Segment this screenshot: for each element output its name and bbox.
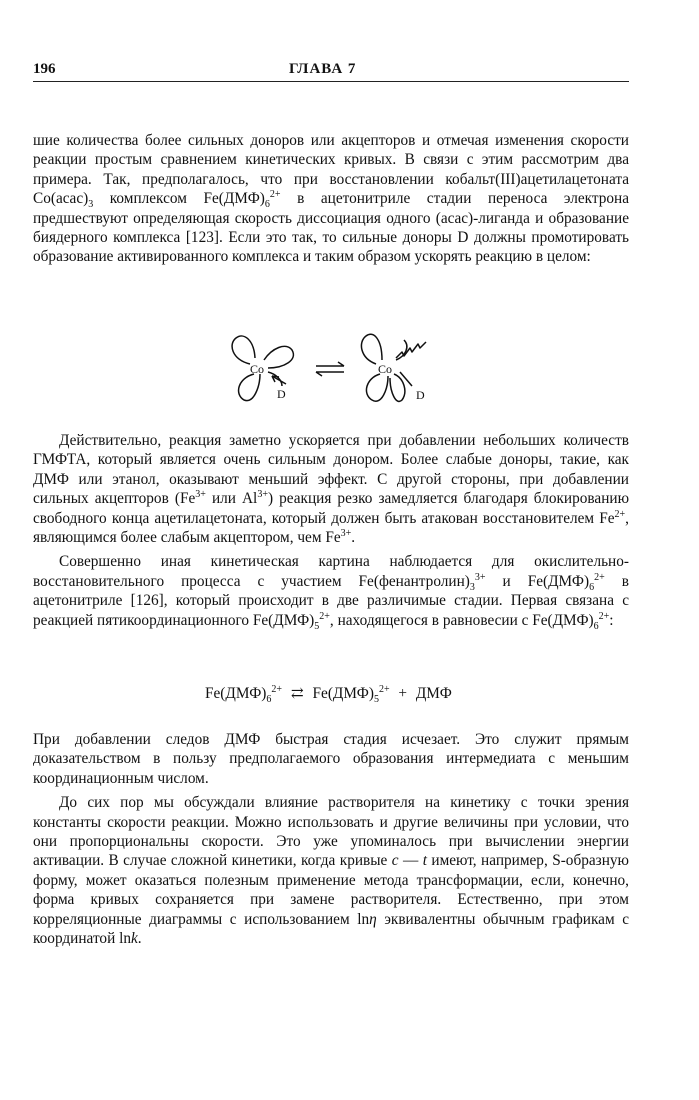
- reaction-scheme: [220, 322, 460, 412]
- ligand-arc-upper-left: [361, 334, 382, 364]
- right-metal-label: Co: [378, 362, 393, 376]
- ligand-arc-lower-left: [366, 374, 388, 401]
- chapter-title: ГЛАВА 7: [289, 61, 357, 77]
- donor-bond: [400, 372, 412, 386]
- body-text-bottom: [33, 730, 629, 948]
- page-number: 196: [33, 61, 56, 77]
- equilibrium-equation: $Fe(ДМФ)_6^{2+}$ ⇄ $Fe(ДМФ)_5^{2+}$ + ДМФ: [205, 683, 452, 706]
- left-donor-label: D: [277, 387, 286, 401]
- ligand-arc-upper-right: [264, 346, 293, 368]
- ligand-arc-lower-right: [268, 372, 282, 386]
- ligand-arc-lower-right: [390, 374, 405, 401]
- ligand-arc-upper-left: [232, 336, 255, 364]
- dissociated-ligand-wavy-bond: [396, 342, 426, 358]
- right-donor-label: D: [416, 388, 425, 402]
- body-text-middle: [33, 431, 629, 630]
- paragraph-2: Действительно, реакция заметно ускоряется при добавлении небольших количеств ГМФТА, который является очень сильным донором. Более слабые доноры, такие, как ДМФ или этанол, оказывают меньший эффект. С другой стороны, при добавлении сильных акцепторов ($Fe^{3+}$ или $Al^{3+}$) реакция резко замедляется благодаря блокированию свободного конца ацетилацетоната, который должен быть атакован восстановителем $Fe^{2+}$, являющимся более слабым акцептором, чем $Fe^{3+}$.: [33, 432, 629, 547]
- equilibrium-arrow-symbol: ⇌: [320, 358, 321, 359]
- equilibrium-arrow: [316, 362, 344, 376]
- paragraph-4: При добавлении следов ДМФ быстрая стадия исчезает. Это служит прямым доказательством в пользу предполагаемого образования интермедиата с меньшим координационным числом.: [33, 731, 629, 787]
- page-header: [33, 61, 629, 82]
- equilibrium-arrow-text: ⇄: [290, 685, 304, 702]
- paragraph-1: шие количества более сильных доноров или акцепторов и отмечая изменения скорости реакции простым сравнением кинетических кривых. В связи с этим рассмотрим два примера. Так, предполагалось, что при восстановлении кобальт(III)ацетилацетоната $Co(acac)_3$ комплексом $Fe(ДМФ)_6^{2+}$ в ацетонитриле стадии переноса электрона предшествуют определяющая скорость диссоциация одного (acac)-лиганда и образование биядерного комплекса [123]. Если это так, то сильные доноры D должны промотировать образование активированного комплекса и таким образом ускорять реакцию в целом:: [33, 132, 629, 266]
- body-text-top: [33, 131, 629, 267]
- paragraph-3: Совершенно иная кинетическая картина наблюдается для окислительно-восстановительного процесса с участием $Fe(фенантролин)_3^{3+}$ и $Fe(ДМФ)_6^{2+}$ в ацетонитриле [126], который происходит в две различимые стадии. Первая связана с реакцией пятикоординационного $Fe(ДМФ)_5^{2+}$, находящегося в равновесии с $Fe(ДМФ)_6^{2+}$:: [33, 553, 629, 632]
- ligand-arc-lower: [239, 374, 260, 401]
- left-metal-label: Co: [250, 362, 265, 376]
- paragraph-5: До сих пор мы обсуждали влияние растворителя на кинетику с точки зрения константы скорости реакции. Можно использовать и другие величины при условии, что они пропорциональны скорости. Это уже упоминалось при вычислении энергии активации. В случае сложной кинетики, когда кривые c — t имеют, например, S-образную форму, может оказаться полезным применение метода трансформации, если, конечно, форма кривых сохраняется при замене растворителя. Естественно, при этом корреляционные диаграммы с использованием lnη эквивалентны обычным графикам с координатой lnk.: [33, 794, 629, 948]
